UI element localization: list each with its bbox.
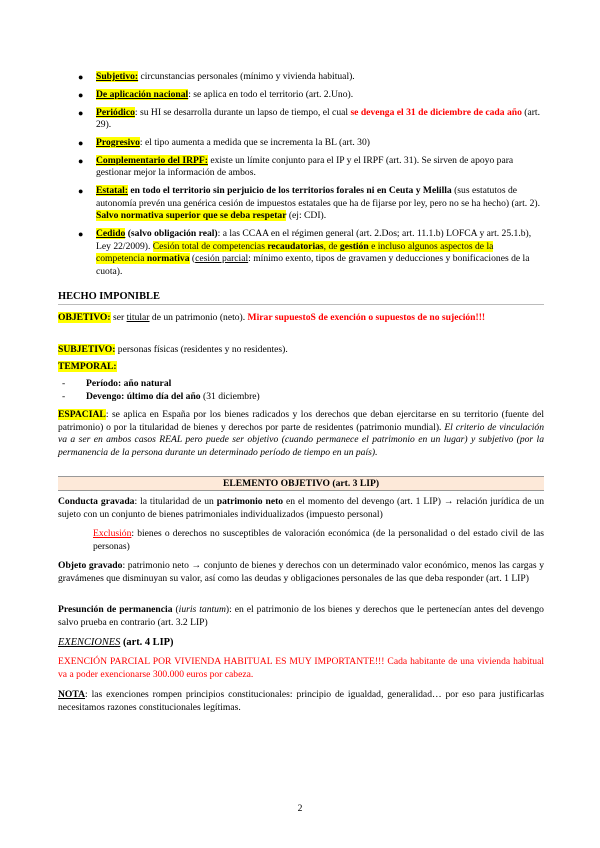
section-band-elemento-objetivo: ELEMENTO OBJETIVO (art. 3 LIP) [58, 476, 544, 491]
objeto-paragraph: Objeto gravado: patrimonio neto → conjunto de bienes y derechos con un determinado valor económico, menos las cargas y gravámenes que disminuyan su valor, así como las deudas y obligaciones personales de las que deba responder (art. 1 LIP) [58, 560, 544, 584]
list-item: ● Estatal: en todo el territorio sin perjuicio de los territorios forales ni en Ceuta y Melilla (sus estatutos de autonomía prevén una genérica cesión de impuestos estatales que ha de fijarse por ley, pero no se ha hecho) (art. 2). Salvo normativa superior que se deba respetar (ej: CDI). [78, 185, 540, 222]
conducta-paragraph: Conducta gravada: la titularidad de un patrimonio neto en el momento del devengo (art. 1 LIP) → relación jurídica de un sujeto con un conjunto de bienes patrimoniales individualizados (impuesto personal) [58, 496, 544, 520]
nota-paragraph: NOTA: las exenciones rompen principios constitucionales: principio de igualdad, generalidad… por eso para justificarlas necesitamos razones constitucionales legítimas. [58, 689, 544, 713]
temporal-list [58, 378, 544, 403]
espacial-paragraph: ESPACIAL: se aplica en España por los bienes radicados y los derechos que deban ejercitarse en su territorio (fuente del patrimonio) o por la titularidad de bienes y derechos por parte de residentes (patrimonio mundial). El criterio de vinculación va a ser en ambos casos REAL pero puede ser objetivo (cuando permanece el patrimonio en un lugar) y subjetivo (por la permanencia de la persona durante un determinado período de tiempo en un país). [58, 409, 545, 458]
exclusion-paragraph: Exclusión: bienes o derechos no susceptibles de valoración económica (de la personalidad o del estado civil de las personas) [93, 528, 544, 552]
presuncion-paragraph: Presunción de permanencia (iuris tantum): en el patrimonio de los bienes y derechos que le pertenecían antes del devengo salvo prueba en contrario (art. 3.2 LIP) [58, 604, 544, 628]
temporal-label: TEMPORAL: [58, 361, 117, 372]
bullet-icon: ● [78, 137, 84, 148]
exencion-parcial-paragraph: EXENCIÓN PARCIAL POR VIVIENDA HABITUAL ES MUY IMPORTANTE!!! Cada habitante de una vivienda habitual va a poder exencionarse 300.000 euros por cabeza. [58, 656, 544, 680]
list-item: ● Cedido (salvo obligación real): a las CCAA en el régimen general (art. 2.Dos; art. 11.1.b) LOFCA y art. 25.1.b), Ley 22/2009). Cesión total de competencias recaudatorias, de gestión e incluso algunos aspectos de la competencia normativa (cesión parcial: mínimo exento, tipos de gravamen y deducciones y bonificaciones de la cuota). [78, 228, 532, 277]
bullet-icon: ● [78, 72, 84, 82]
list-item: - Devengo: último día del año (31 diciembre) [62, 390, 260, 402]
page-number: 2 [297, 803, 303, 814]
bullet-icon: ● [78, 229, 84, 240]
bullet-icon: ● [78, 155, 84, 166]
subjetivo-paragraph: SUBJETIVO: personas físicas (residentes y no residentes). [58, 344, 288, 355]
bullet-icon: ● [78, 107, 84, 118]
exenciones-heading: EXENCIONES (art. 4 LIP) [58, 637, 174, 648]
list-item: - Período: año natural [62, 378, 172, 389]
bullet-icon: ● [78, 89, 84, 100]
objetivo-paragraph: OBJETIVO: ser titular de un patrimonio (neto). Mirar supuestoS de exención o supuestos de no sujeción!!! [58, 312, 486, 323]
section-heading-hecho-imponible: HECHO IMPONIBLE [58, 291, 160, 302]
characteristics-list [78, 71, 544, 284]
heading-rule [58, 304, 544, 305]
list-item: ● Subjetivo: circunstancias personales (mínimo y vivienda habitual). [78, 71, 355, 82]
list-item: ● Periódico: su HI se desarrolla durante un lapso de tiempo, el cual se devenga el 31 de diciembre de cada año (art. 29). [78, 106, 540, 131]
list-item: ● De aplicación nacional: se aplica en todo el territorio (art. 2.Uno). [78, 88, 354, 100]
list-item: ● Progresivo: el tipo aumenta a medida que se incrementa la BL (art. 30) [78, 136, 370, 148]
list-item: ● Complementario del IRPF: existe un límite conjunto para el IP y el IRPF (art. 31). Se sirven de apoyo para gestionar mejor la información de ambos. [78, 154, 514, 179]
bullet-icon: ● [78, 186, 84, 197]
